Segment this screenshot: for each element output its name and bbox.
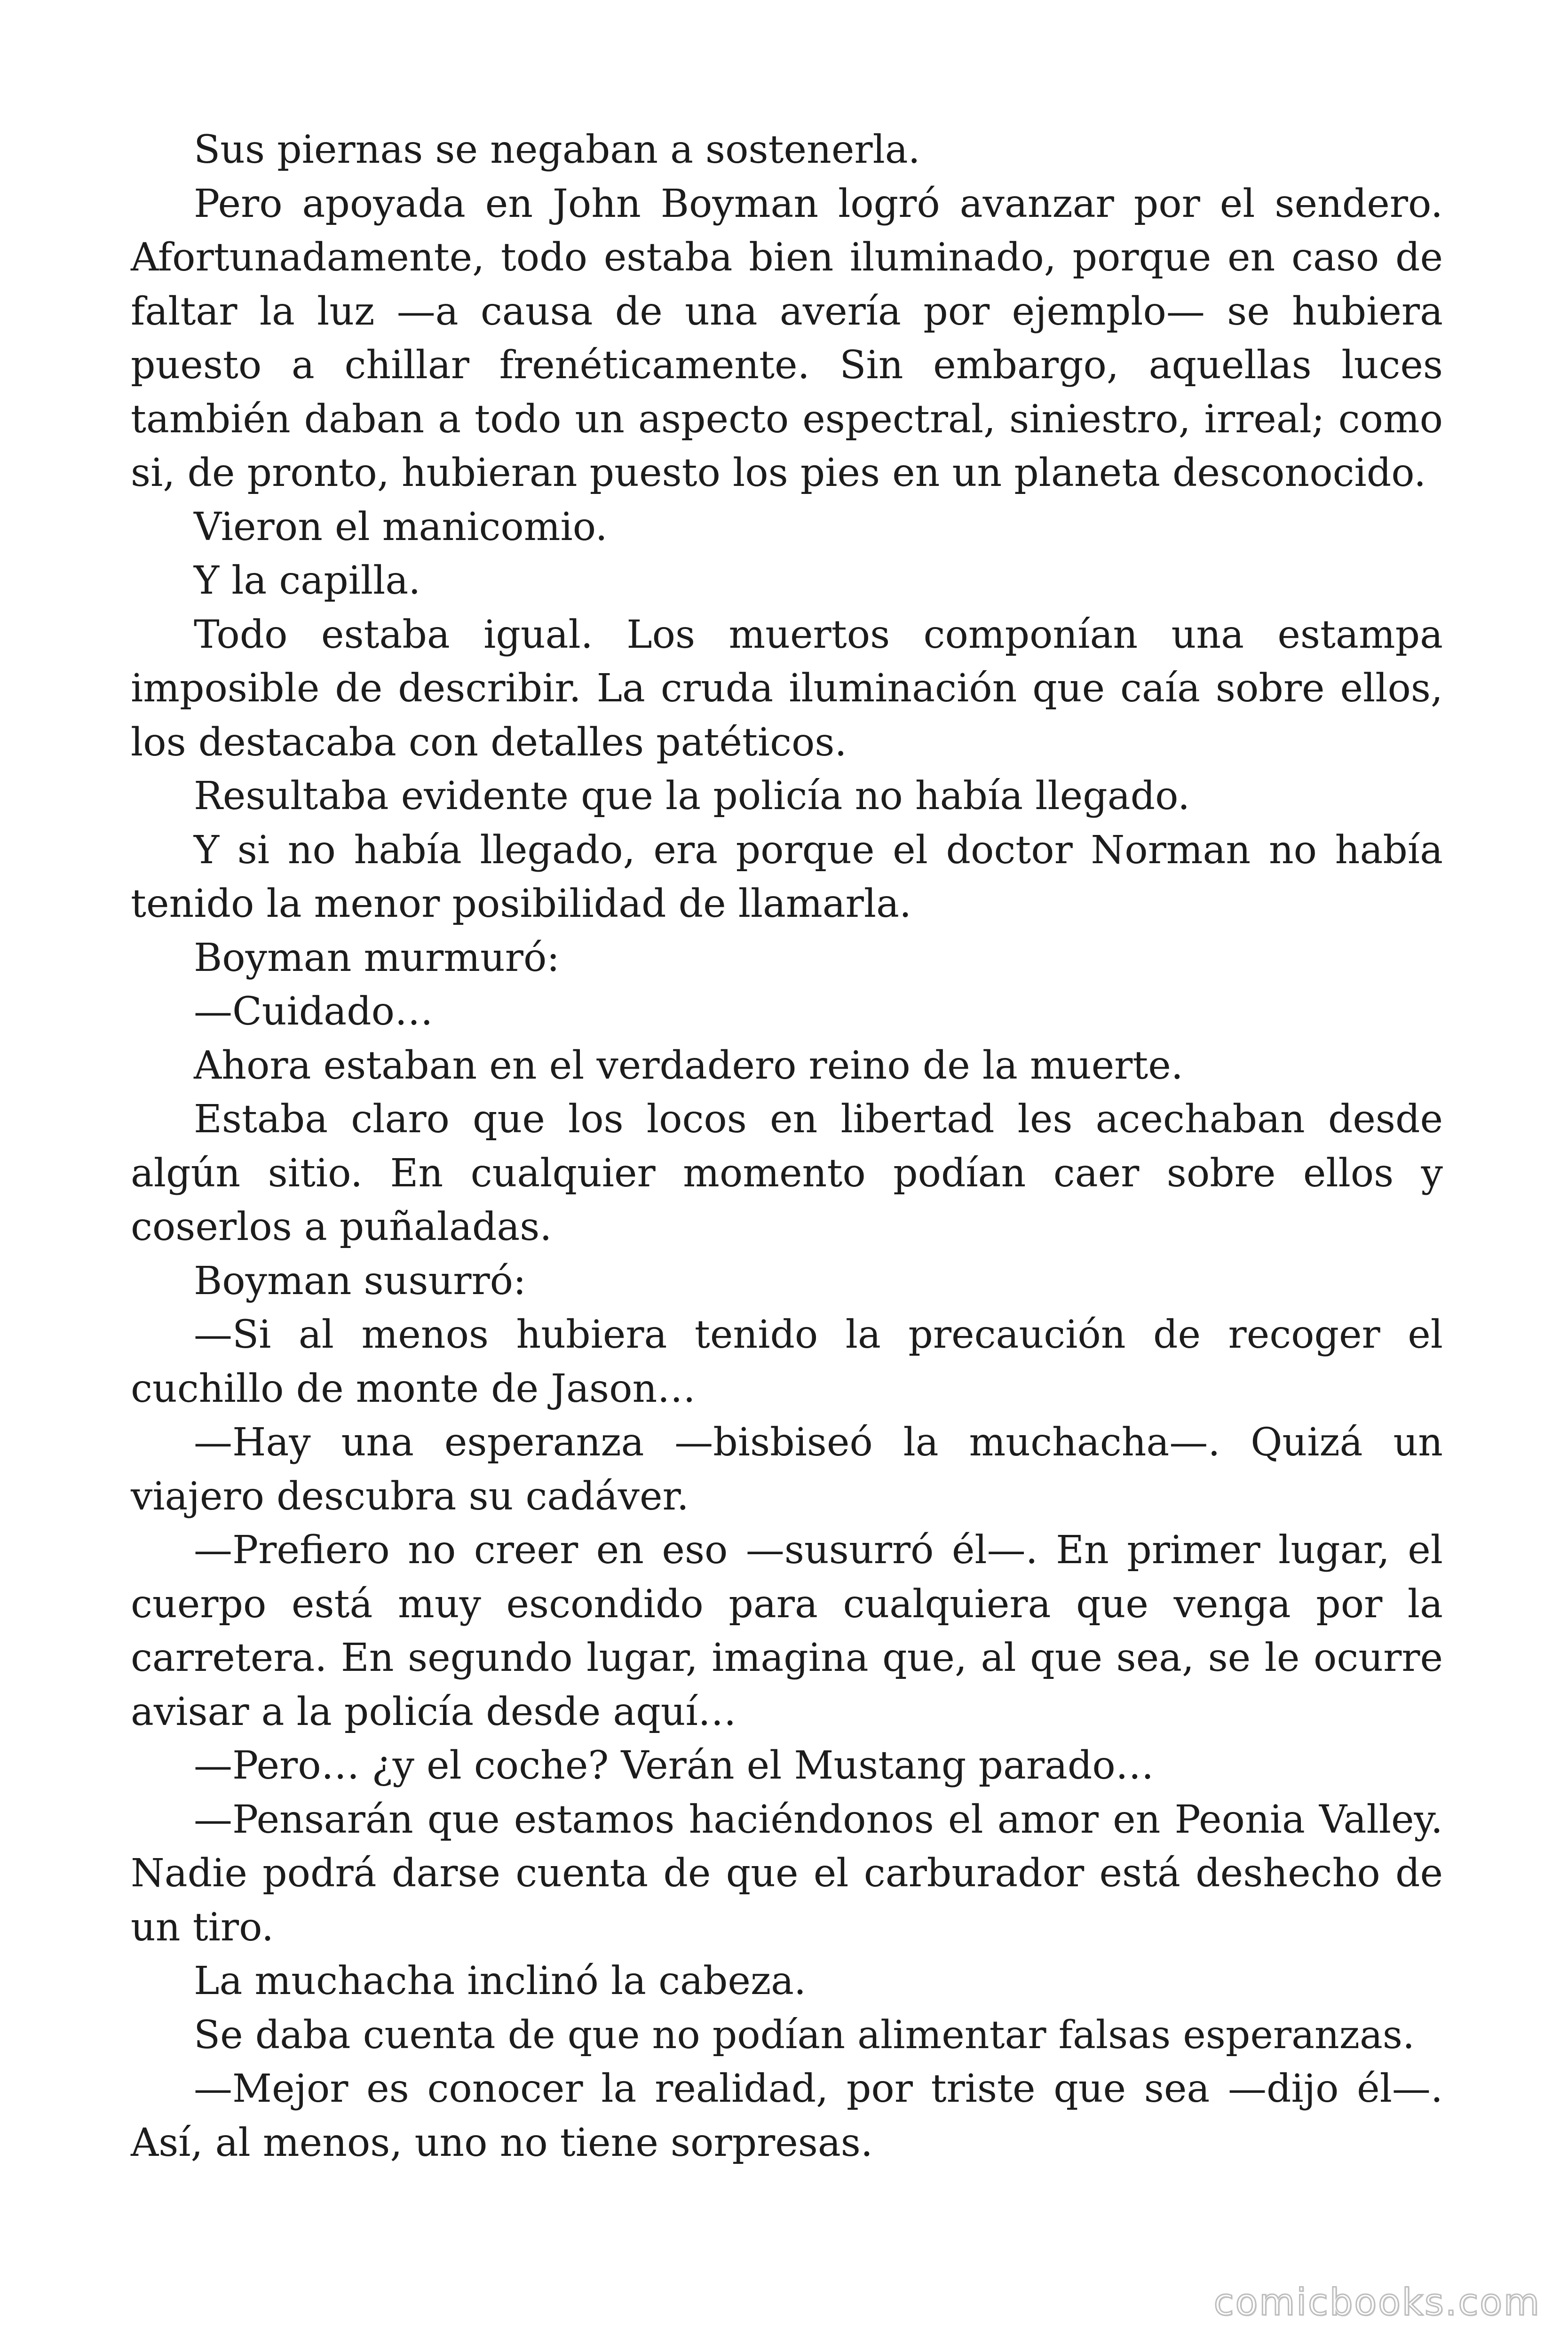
paragraph: Pero apoyada en John Boyman logró avanzar por el sendero. Afortunadamente, todo estaba bien iluminado, porque en caso de faltar la luz —a causa de una avería por ejemplo— se hubiera puesto a chillar frenéticamente. Sin embargo, aquellas luces también daban a todo un aspecto espectral, siniestro, irreal; como si, de pronto, hubieran puesto los pies en un planeta desconocido.	[131, 181, 1443, 495]
paragraph: La muchacha inclinó la cabeza.	[194, 1959, 807, 2003]
paragraph: Resultaba evidente que la policía no había llegado.	[194, 774, 1190, 818]
paragraph: —Pensarán que estamos haciéndonos el amor en Peonia Valley. Nadie podrá darse cuenta de que el carburador está deshecho de un tiro.	[131, 1797, 1443, 1950]
paragraph: Sus piernas se negaban a sostenerla.	[194, 127, 920, 172]
paragraph: —Prefiero no creer en eso —susurró él—. En primer lugar, el cuerpo está muy escondido para cualquiera que venga por la carretera. En segundo lugar, imagina que, al que sea, se le ocurre avisar a la policía desde aquí…	[131, 1528, 1443, 1734]
watermark: comicbooks.com	[1213, 2281, 1541, 2324]
paragraph: Ahora estaban en el verdadero reino de la muerte.	[194, 1043, 1183, 1088]
paragraph: Estaba claro que los locos en libertad les acechaban desde algún sitio. En cualquier momento podían caer sobre ellos y coserlos a puñaladas.	[131, 1097, 1443, 1249]
paragraph: Boyman susurró:	[194, 1258, 526, 1303]
paragraph: Se daba cuenta de que no podían alimentar falsas esperanzas.	[194, 2012, 1415, 2058]
paragraph: —Mejor es conocer la realidad, por triste que sea —dijo él—. Así, al menos, uno no tiene sorpresas.	[131, 2066, 1443, 2165]
paragraph: Todo estaba igual. Los muertos componían una estampa imposible de describir. La cruda iluminación que caía sobre ellos, los destacaba con detalles patéticos.	[131, 612, 1443, 765]
page-body	[131, 123, 1443, 2170]
paragraph: —Pero… ¿y el coche? Verán el Mustang parado…	[194, 1743, 1154, 1788]
paragraph: —Cuidado…	[194, 989, 434, 1034]
paragraph: —Hay una esperanza —bisbiseó la muchacha—. Quizá un viajero descubra su cadáver.	[131, 1420, 1443, 1519]
paragraph: Y la capilla.	[194, 558, 421, 603]
paragraph: —Si al menos hubiera tenido la precaución de recoger el cuchillo de monte de Jason…	[131, 1312, 1443, 1411]
paragraph: Vieron el manicomio.	[194, 504, 608, 549]
paragraph: Boyman murmuró:	[194, 935, 560, 980]
paragraph: Y si no había llegado, era porque el doctor Norman no había tenido la menor posibilidad de llamarla.	[131, 827, 1443, 926]
